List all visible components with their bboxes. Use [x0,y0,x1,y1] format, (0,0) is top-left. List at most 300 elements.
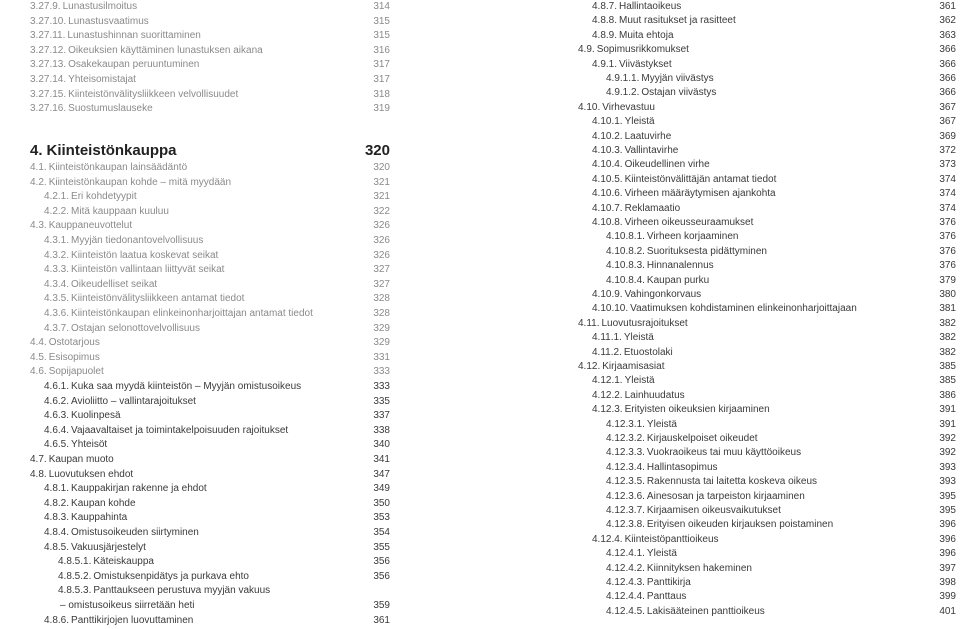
toc-entry [30,365,390,380]
toc-entry-number: 4.12.3.8. [606,519,645,531]
toc-entry-title: Virhevastuu [602,101,655,113]
toc-entry-title: Vahingonkorvaus [624,289,702,300]
toc-entry-number: 3.27.10. [30,15,67,27]
toc-entry-number: 4.10.6. [592,188,623,200]
toc-entry-number: 4.10.7. [592,202,623,214]
toc-entry-page: 361 [939,1,956,12]
toc-entry-page: 369 [939,130,956,142]
toc-entry-title: Sopimusrikkomukset [596,44,689,56]
toc-entry [30,453,390,468]
toc-entry-title: Luovutuksen ehdot [48,468,134,480]
toc-entry-title: Kiinteistönkaupan lainsäädäntö [48,162,188,173]
toc-entry-number: 4.10.1. [592,116,623,128]
toc-entry-number: 4.12.4.2. [606,562,645,574]
toc-entry [578,187,956,202]
toc-entry-title: Reklamaatio [624,202,681,214]
toc-entry-title: Laatuvirhe [624,130,672,142]
toc-entry-title: Erityisten oikeuksien kirjaaminen [624,404,770,416]
toc-entry-title: Mitä kauppaan kuuluu [71,205,169,217]
toc-entry-number: 4.12.3.3. [606,447,645,459]
toc-entry [30,409,390,424]
toc-entry-title: Kauppakirjan rakenne ja ehdot [71,483,207,495]
toc-entry-title: Suorituksesta pidättyminen [646,245,767,257]
toc-entry-title: Vallintavirhe [624,145,679,156]
toc-entry-number: 4.9.1.1. [606,73,640,84]
toc-entry-title: Kiinteistönkaupan elinkeinonharjoittajan antamat tiedot [71,308,313,319]
toc-entry-title: Kiinteistönkaupan kohde – mitä myydään [48,176,232,188]
toc-entry-title: Panttaukseen perustuva myyjän vakuus [93,585,271,597]
toc-entry-page: 320 [373,162,390,173]
toc-entry-title: Lunastusvaatimus [68,15,149,27]
toc-entry-page: 328 [373,293,390,305]
toc-entry-number: 4.9.1. [592,58,618,70]
toc-entry-page: 376 [939,231,956,243]
toc-entry-page: 366 [939,73,956,84]
toc-entry [30,58,390,73]
toc-entry [578,605,956,620]
toc-entry-number: 4.8.8. [592,15,618,27]
toc-entry-page: 366 [939,58,956,70]
toc-entry-page: 337 [373,410,390,422]
toc-entry-page: 317 [373,59,390,71]
toc-entry [30,614,390,629]
toc-entry-number: 4.8.5.2. [58,570,92,582]
toc-entry [578,461,956,476]
toc-entry-title: Ostajan selonottovelvollisuus [71,322,200,334]
toc-entry-title: Lunastusilmoitus [62,1,138,12]
toc-entry-number: 4.3.6. [44,308,70,319]
toc-entry [578,389,956,404]
toc-entry-title: Yhteisöt [71,439,108,451]
toc-entry-title: Muita ehtoja [619,29,674,41]
toc-entry [30,511,390,526]
toc-entry-number: 4.8.7. [592,1,618,12]
toc-entry [578,29,956,44]
toc-entry [578,374,956,389]
toc-entry [578,562,956,577]
toc-entry-page: 338 [373,424,390,436]
toc-entry-title: Myyjän viivästys [641,73,714,84]
toc-entry [578,144,956,159]
toc-entry-number: 4.10.8. [592,217,623,228]
toc-entry-number: 4.10.8.3. [606,260,645,272]
toc-entry-title: Kiinteistön vallintaan liittyvät seikat [71,264,225,276]
toc-entry-title: Kuka saa myydä kiinteistön – Myyjän omistusoikeus [71,381,302,392]
toc-entry-title: Kaupan muoto [48,454,114,465]
toc-entry-title: Kiinteistönvälitysliikkeen antamat tiedot [71,293,245,305]
toc-entry-page: 359 [373,600,390,611]
toc-entry-number: 4.12.3.1. [606,418,645,430]
toc-entry [30,278,390,293]
toc-entry-title: Oikeudelliset seikat [71,278,158,290]
toc-entry-title: Omistuksenpidätys ja purkava ehto [93,570,249,582]
toc-entry-number: 4.6.5. [44,439,70,451]
toc-entry-page: 314 [373,1,390,12]
toc-entry-title: Hallintasopimus [646,461,718,473]
toc-entry-number: 4.8.2. [44,497,70,509]
toc-entry-number: 4.2. [30,176,47,188]
toc-entry [578,547,956,562]
toc-entry-page: 385 [939,375,956,387]
toc-entry-number: 4.8.1. [44,483,70,495]
toc-entry [30,292,390,307]
toc-entry [30,395,390,410]
toc-entry-page: 327 [373,264,390,276]
toc-entry-title: Kiinteistönvälittäjän antamat tiedot [624,173,777,185]
toc-entry-number: 4.8.5.3. [58,585,92,597]
toc-entry-number: 4.9.1.2. [606,87,640,99]
toc-entry [30,482,390,497]
toc-entry [578,130,956,145]
toc-entry-page: 340 [373,439,390,451]
toc-entry-page: 319 [373,103,390,115]
toc-entry-number: 4.12.3.4. [606,461,645,473]
toc-entry [30,263,390,278]
toc-entry-page: 335 [373,395,390,407]
toc-entry [578,504,956,519]
toc-entry-number: 4.5. [30,351,47,363]
toc-entry-page: 326 [373,249,390,261]
toc-entry-number: 4.1. [30,162,47,173]
toc-entry [30,234,390,249]
toc-entry-page: 315 [373,30,390,42]
toc-entry-title: Vajaavaltaiset ja toimintakelpoisuuden rajoitukset [71,424,289,436]
toc-entry-number: 4.12.3.7. [606,505,645,516]
toc-entry-number: 4.8.6. [44,614,70,626]
toc-entry [30,307,390,322]
toc-entry-title: Yleistä [624,375,655,387]
toc-entry [30,555,390,570]
toc-entry-page: 321 [373,191,390,203]
toc-entry-title: Kiinnityksen hakeminen [646,562,752,574]
toc-entry-title: Panttikirjojen luovuttaminen [71,614,194,626]
toc-entry [578,288,956,303]
toc-entry-number: 4.3.7. [44,322,70,334]
toc-entry [578,590,956,605]
toc-entry-number: 4.12.3.5. [606,476,645,488]
toc-entry-title: Lunastushinnan suorittaminen [67,30,201,42]
toc-entry-title: Kirjauskelpoiset oikeudet [646,433,758,444]
toc-entry [578,14,956,29]
toc-entry [30,88,390,103]
toc-entry-number: 3.27.15. [30,88,67,100]
toc-entry-title: Muut rasitukset ja rasitteet [619,15,736,27]
toc-entry [30,219,390,234]
toc-entry-number: 4.3.5. [44,293,70,305]
toc-entry-number: 3.27.13. [30,59,67,71]
toc-entry-number: 4.4. [30,337,47,349]
toc-entry-title: Kauppahinta [71,512,128,524]
toc-entry [30,190,390,205]
toc-entry-title: Lainhuudatus [624,389,685,401]
toc-entry-number: 4.12.2. [592,389,623,401]
toc-entry [578,58,956,73]
toc-entry [30,336,390,351]
toc-entry-page: 401 [939,605,956,617]
toc-entry [578,475,956,490]
toc-entry-page: 327 [373,278,390,290]
toc-entry-title: Kirjaamisen oikeusvaikutukset [646,505,781,516]
toc-entry-title: Yleistä [623,332,654,344]
toc-entry-number: 3.27.9. [30,1,61,12]
toc-entry-number: 4.9. [578,44,595,56]
toc-entry-number: 4.10.3. [592,145,623,156]
toc-entry-page: 393 [939,461,956,473]
toc-entry-title: Kiinteistönkauppa [46,142,177,159]
toc-entry [578,432,956,447]
toc-entry-title: Hinnanalennus [646,260,714,272]
toc-entry-title: Ostajan viivästys [641,87,717,99]
toc-entry-number: 4.8.5. [44,541,70,553]
toc-entry-title: Luovutusrajoitukset [601,317,688,329]
toc-entry [578,101,956,116]
toc-entry [578,576,956,591]
toc-entry-page: 385 [939,361,956,372]
toc-entry-page: 326 [373,235,390,246]
toc-entry-title: Myyjän tiedonantovelvollisuus [71,235,204,246]
toc-entry-page: 326 [373,220,390,232]
toc-entry-number: 4.3.3. [44,264,70,276]
toc-entry-title: Sopijapuolet [48,366,104,378]
toc-entry-title: Omistusoikeuden siirtyminen [71,527,199,538]
toc-entry-page: 356 [373,570,390,582]
toc-entry [578,158,956,173]
toc-entry-number: 4.8.3. [44,512,70,524]
toc-entry-number: 4.6. [30,366,47,378]
toc-entry-page: 349 [373,483,390,495]
toc-entry [30,380,390,395]
toc-entry-page: 354 [373,527,390,538]
toc-entry [578,418,956,433]
toc-entry-page: 376 [939,260,956,272]
toc-entry [30,249,390,264]
toc-entry-title: Ostotarjous [48,337,100,349]
toc-entry-number: 4.10.8.2. [606,245,645,257]
toc-entry [30,584,390,599]
toc-entry-number: 4. [30,142,43,159]
toc-entry-page: 373 [939,159,956,171]
toc-entry [30,29,390,44]
toc-entry-number: 4.8.5.1. [58,556,92,568]
toc-entry-number: 4.12.3. [592,404,623,416]
toc-entry-title: Panttikirja [646,577,691,588]
toc-entry [578,518,956,533]
toc-entry-page: 395 [939,490,956,502]
toc-entry-page: 361 [373,614,390,626]
toc-entry-number: 4.8.4. [44,527,70,538]
toc-entry [578,43,956,58]
toc-entry-page: 367 [939,116,956,128]
toc-entry-title: Viivästykset [619,58,672,70]
toc-entry-number: 4.3.2. [44,249,70,261]
toc-entry [578,259,956,274]
toc-entry [30,424,390,439]
toc-entry-page: 333 [373,366,390,378]
toc-entry-page: 366 [939,87,956,99]
toc-entry [30,141,390,161]
toc-entry-number: 4.11.2. [592,346,622,358]
toc-entry [30,438,390,453]
toc-entry-number: 4.8. [30,468,47,480]
toc-entry [30,497,390,512]
toc-entry-page: 396 [939,519,956,531]
toc-entry-title: Eri kohdetyypit [71,191,137,203]
toc-entry-page: 363 [939,29,956,41]
toc-entry [30,0,390,15]
toc-entry-title: Kiinteistönvälitysliikkeen velvollisuudet [68,88,239,100]
toc-entry-page: 372 [939,145,956,156]
toc-entry-number: 3.27.12. [30,44,67,56]
toc-entry [578,302,956,317]
toc-entry-title: Etuostolaki [623,346,673,358]
toc-entry [578,331,956,346]
toc-entry [578,72,956,87]
toc-entry [30,205,390,220]
toc-entry-title: – omistusoikeus siirretään heti [60,600,195,611]
toc-entry-number: 3.27.16. [30,103,67,115]
toc-entry-title: Oikeudellinen virhe [624,159,710,171]
toc-entry-page: 395 [939,505,956,516]
toc-entry-number: 4.3. [30,220,47,232]
toc-entry-page: 374 [939,173,956,185]
toc-entry [30,73,390,88]
toc-entry-page: 320 [364,142,390,159]
toc-entry [30,322,390,337]
toc-entry-title: Käteiskauppa [93,556,154,568]
toc-entry-number: 3.27.11. [30,30,66,42]
toc-entry-page: 386 [939,389,956,401]
toc-entry-page: 333 [373,381,390,392]
toc-entry-number: 4.6.4. [44,424,70,436]
toc-entry-title: Kiinteistöpanttioikeus [624,533,719,545]
toc-entry [30,351,390,366]
toc-entry-title: Kiinteistön laatua koskevat seikat [71,249,219,261]
toc-entry [578,533,956,548]
toc-entry-title: Vaatimuksen kohdistaminen elinkeinonharjoittajaan [630,303,857,315]
toc-entry-page: 355 [373,541,390,553]
toc-entry-page: 321 [373,176,390,188]
toc-entry-title: Kauppaneuvottelut [48,220,133,232]
toc-entry [30,161,390,176]
toc-entry-number: 4.12.4.3. [606,577,645,588]
toc-entry-page: 391 [939,404,956,416]
toc-entry-page: 399 [939,591,956,603]
toc-entry-page: 318 [373,88,390,100]
toc-entry [578,446,956,461]
toc-entry-number: 4.12.4.1. [606,548,645,560]
toc-entry-page: 393 [939,476,956,488]
toc-entry-page: 381 [939,303,956,315]
toc-entry-page: 328 [373,308,390,319]
toc-entry-title: Erityisen oikeuden kirjauksen poistaminen [646,519,834,531]
toc-entry-number: 4.12.4.5. [606,605,645,617]
toc-entry-title: Panttaus [646,591,687,603]
toc-entry [30,541,390,556]
toc-entry-title: Lakisääteinen panttioikeus [646,605,765,617]
toc-entry-title: Oikeuksien käyttäminen lunastuksen aikana [68,44,263,56]
toc-entry-page: 380 [939,289,956,300]
toc-entry [578,403,956,418]
toc-entry-page: 322 [373,205,390,217]
toc-entry-page: 391 [939,418,956,430]
toc-entry-page: 316 [373,44,390,56]
toc-entry [578,360,956,375]
toc-entry-title: Rakennusta tai laitetta koskeva oikeus [646,476,818,488]
toc-entry [578,216,956,231]
toc-entry-page: 397 [939,562,956,574]
toc-entry-page: 396 [939,533,956,545]
toc-entry [30,526,390,541]
toc-entry-page: 376 [939,245,956,257]
toc-entry [578,115,956,130]
toc-entry [30,468,390,483]
toc-entry-page: 392 [939,447,956,459]
toc-entry-title: Vuokraoikeus tai muu käyttöoikeus [646,447,802,459]
toc-entry-number: 4.10.8.4. [606,274,645,286]
toc-entry [30,570,390,585]
toc-entry-number: 4.10.10. [592,303,629,315]
toc-entry-number: 4.6.3. [44,410,70,422]
toc-entry [578,86,956,101]
toc-entry [578,0,956,15]
toc-entry-page: 374 [939,188,956,200]
toc-entry-number: 4.12.4. [592,533,623,545]
toc-entry-number: 4.12.4.4. [606,591,645,603]
toc-entry-number: 4.3.1. [44,235,70,246]
toc-entry-title: Virheen korjaaminen [646,231,739,243]
toc-entry-page: 329 [373,322,390,334]
toc-entry [578,230,956,245]
toc-entry-page: 353 [373,512,390,524]
toc-entry [578,490,956,505]
toc-entry-number: 4.11. [578,317,600,329]
toc-entry-number: 4.10.8.1. [606,231,645,243]
toc-entry-page: 331 [373,351,390,363]
toc-entry-number: 4.10. [578,101,601,113]
toc-entry-page: 382 [939,332,956,344]
toc-entry-page: 329 [373,337,390,349]
toc-entry-page: 382 [939,346,956,358]
toc-entry-title: Yhteisomistajat [68,74,136,85]
toc-entry-title: Suostumuslauseke [68,103,153,115]
toc-entry-title: Esisopimus [48,351,100,363]
toc-entry-number: 4.10.5. [592,173,623,185]
toc-entry [578,317,956,332]
toc-entry [578,346,956,361]
toc-entry-number: 4.12.3.6. [606,490,645,502]
toc-entry-page: 315 [373,15,390,27]
toc-entry-page: 392 [939,433,956,444]
toc-entry-page: 356 [373,556,390,568]
toc-entry-page: 398 [939,577,956,588]
toc-entry-number: 4.2.1. [44,191,70,203]
toc-entry-title: Virheen oikeusseuraamukset [624,217,754,228]
toc-entry-number: 4.11.1. [592,332,622,344]
toc-entry [578,202,956,217]
toc-entry-title: Kuolinpesä [71,410,121,422]
toc-entry-page: 396 [939,548,956,560]
toc-entry-number: 4.6.2. [44,395,70,407]
toc-entry [30,44,390,59]
toc-entry [30,102,390,117]
toc-entry [578,245,956,260]
toc-entry-page: 382 [939,317,956,329]
toc-entry [578,173,956,188]
toc-entry-page: 367 [939,101,956,113]
toc-entry-number: 4.8.9. [592,29,618,41]
toc-entry [578,274,956,289]
toc-entry-number: 4.10.2. [592,130,623,142]
